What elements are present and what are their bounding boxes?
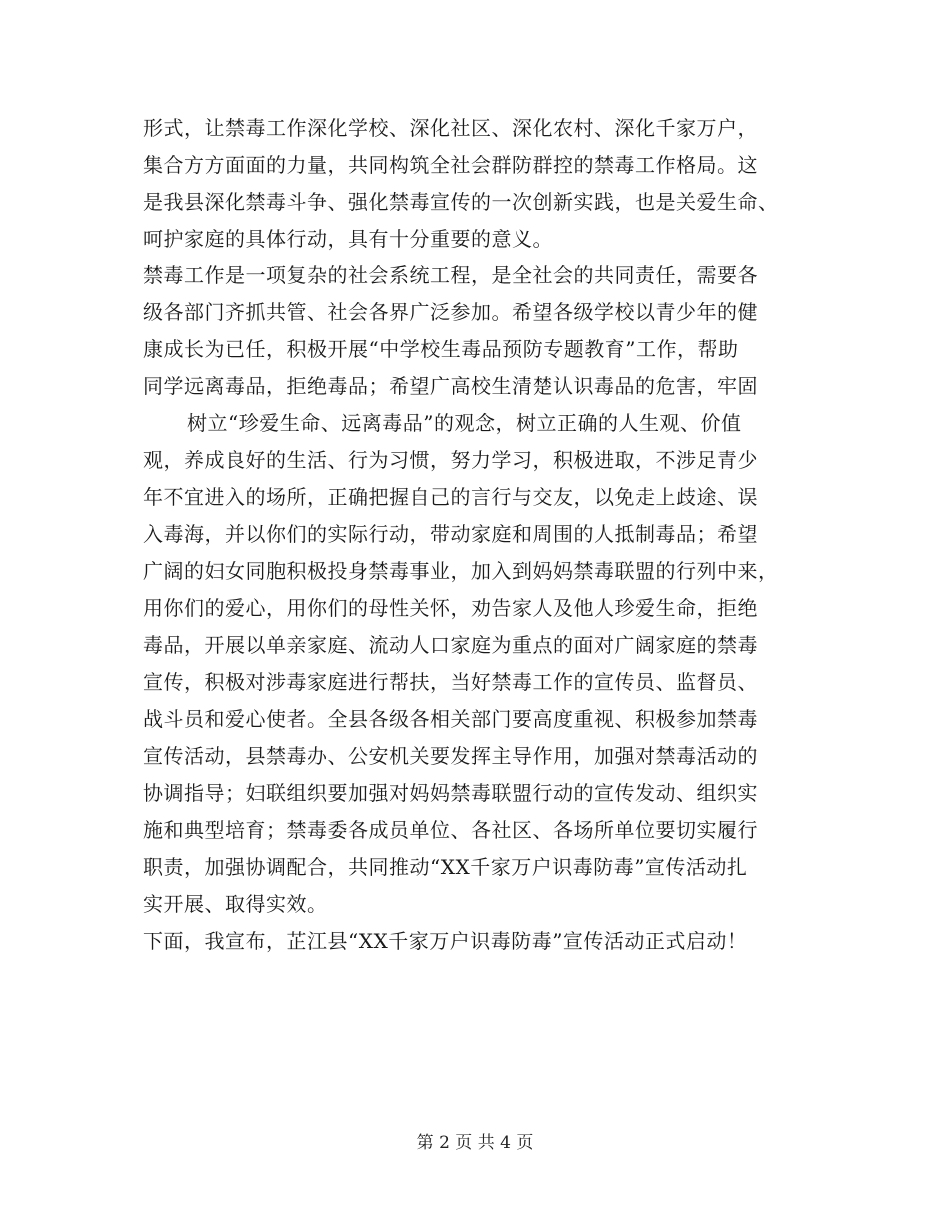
text-line: 职责，加强协调配合，共同推动“XX千家万户识毒防毒”宣传活动扎 — [143, 855, 748, 879]
text-line: 下面，我宣布，芷江县“XX千家万户识毒防毒”宣传活动正式启动！ — [143, 929, 748, 953]
text-line: 战斗员和爱心使者。全县各级各相关部门要高度重视、积极参加禁毒 — [143, 707, 758, 731]
text-line: 观，养成良好的生活、行为习惯，努力学习，积极进取，不涉足青少 — [143, 448, 758, 472]
text-line: 呵护家庭的具体行动，具有十分重要的意义。 — [143, 227, 553, 251]
text-line: 宣传，积极对涉毒家庭进行帮扶，当好禁毒工作的宣传员、监督员、 — [143, 670, 758, 694]
text-line: 禁毒工作是一项复杂的社会系统工程，是全社会的共同责任，需要各 — [143, 263, 758, 287]
page-number: 第 2 页 共 4 页 — [416, 1133, 534, 1153]
text-line: 广阔的妇女同胞积极投身禁毒事业，加入到妈妈禁毒联盟的行列中来， — [143, 559, 779, 583]
text-line: 毒品，开展以单亲家庭、流动人口家庭为重点的面对广阔家庭的禁毒 — [143, 633, 758, 657]
text-line: 康成长为已任，积极开展“中学校生毒品预防专题教育”工作，帮助 — [143, 337, 739, 361]
text-line: 入毒海，并以你们的实际行动，带动家庭和周围的人抵制毒品；希望 — [143, 522, 758, 546]
text-line: 施和典型培育；禁毒委各成员单位、各社区、各场所单位要切实履行 — [143, 818, 758, 842]
text-line: 形式，让禁毒工作深化学校、深化社区、深化农村、深化千家万户， — [143, 116, 758, 140]
text-line: 宣传活动，县禁毒办、公安机关要发挥主导作用，加强对禁毒活动的 — [143, 744, 758, 768]
text-line: 年不宜进入的场所，正确把握自己的言行与交友，以免走上歧途、误 — [143, 485, 758, 509]
text-line: 树立“珍爱生命、远离毒品”的观念，树立正确的人生观、价值 — [187, 411, 742, 435]
text-line: 集合方方面面的力量，共同构筑全社会群防群控的禁毒工作格局。这 — [143, 153, 758, 177]
text-line: 实开展、取得实效。 — [143, 892, 328, 916]
text-line: 同学远离毒品，拒绝毒品；希望广高校生清楚认识毒品的危害，牢固 — [143, 374, 758, 398]
text-line: 是我县深化禁毒斗争、强化禁毒宣传的一次创新实践，也是关爱生命、 — [143, 190, 779, 214]
text-line: 协调指导；妇联组织要加强对妈妈禁毒联盟行动的宣传发动、组织实 — [143, 781, 758, 805]
text-line: 级各部门齐抓共管、社会各界广泛参加。希望各级学校以青少年的健 — [143, 300, 758, 324]
text-line: 用你们的爱心，用你们的母性关怀，劝告家人及他人珍爱生命，拒绝 — [143, 596, 758, 620]
